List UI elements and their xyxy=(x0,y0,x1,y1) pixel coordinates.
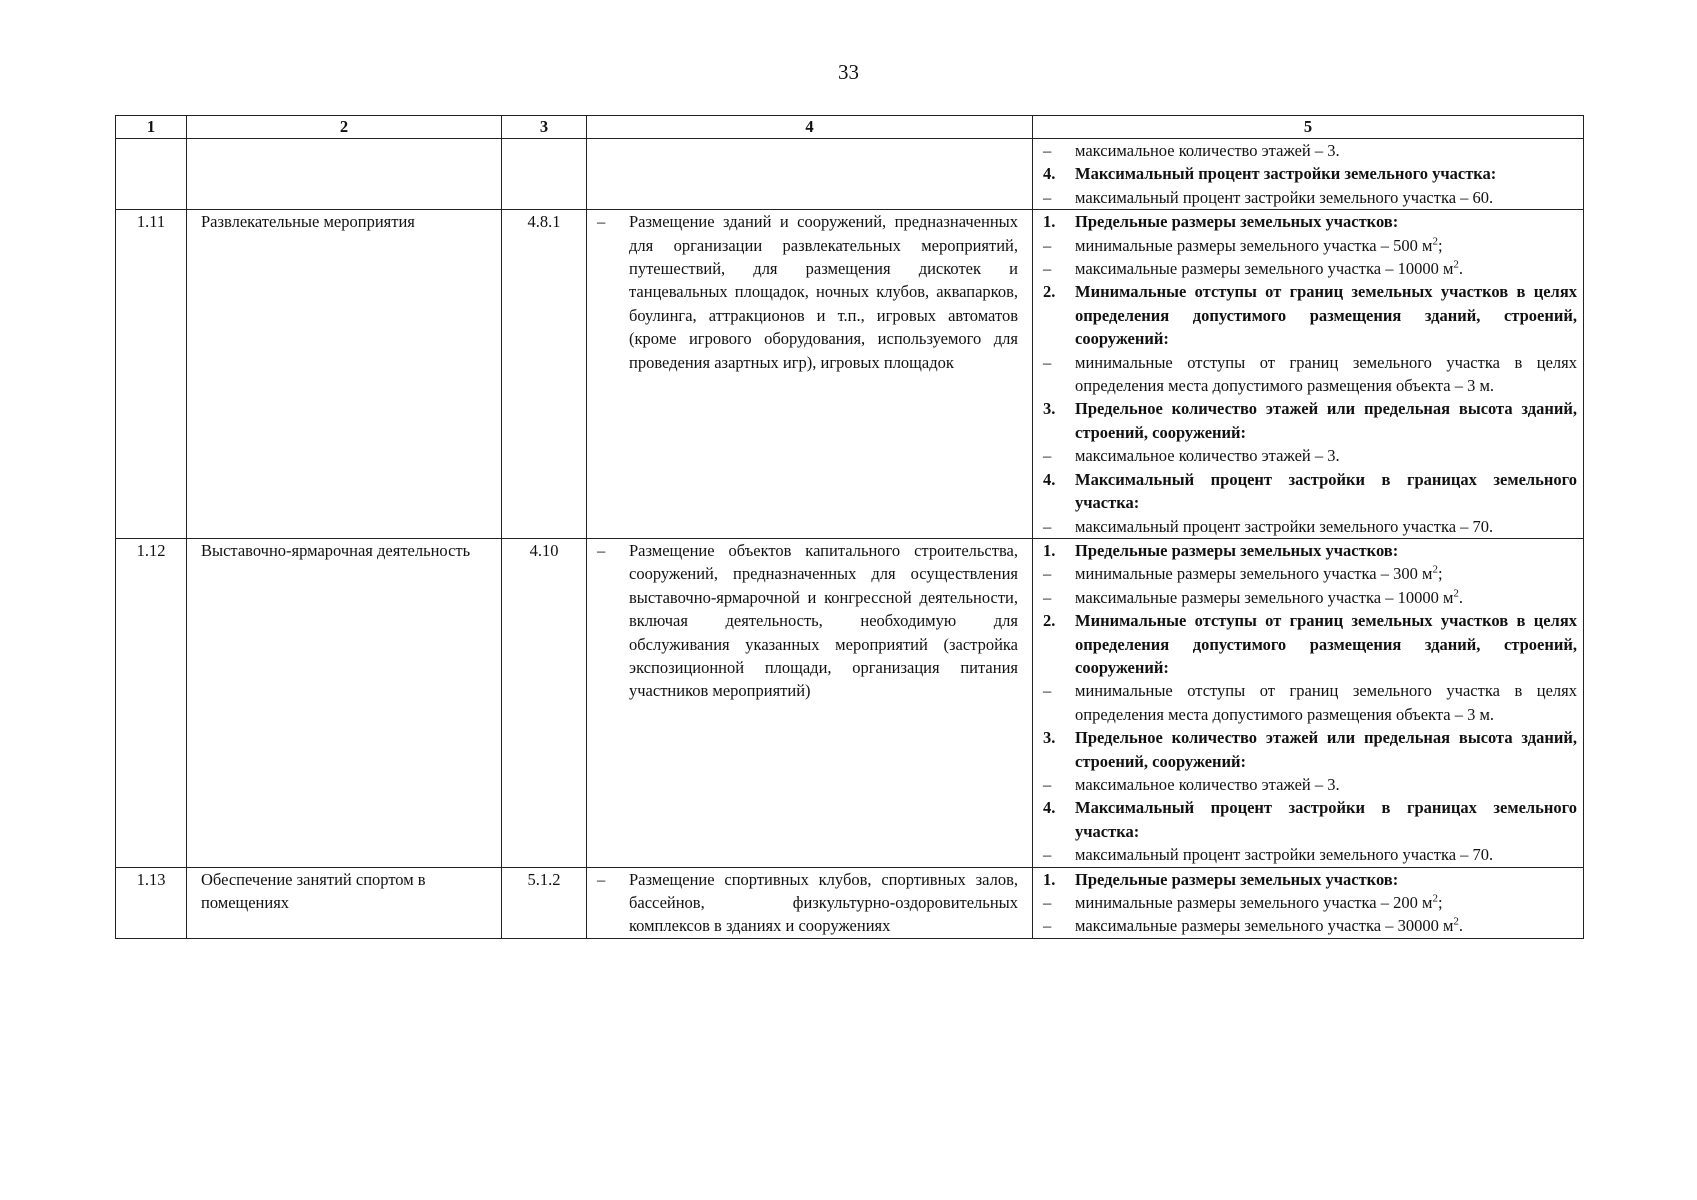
parameter-text-main: минимальные размеры земельного участка – 300 м xyxy=(1075,564,1433,584)
parameter-value xyxy=(1043,515,1577,538)
parameter-text-main: максимальное количество этажей – 3. xyxy=(1075,446,1340,466)
dash-marker: – xyxy=(1043,916,1052,936)
table-row xyxy=(116,538,1584,867)
parameter-text-main: максимальный процент застройки земельного участка – 70. xyxy=(1075,516,1494,536)
description-item xyxy=(597,539,1018,703)
table-row xyxy=(116,139,1584,210)
parameter-heading xyxy=(1043,162,1577,185)
description-item xyxy=(597,210,1018,374)
dash-marker: – xyxy=(1043,446,1052,466)
parameters-cell xyxy=(1033,210,1584,539)
dash-marker: – xyxy=(1043,845,1052,865)
superscript: 2 xyxy=(1453,587,1459,600)
parameter-text xyxy=(1075,210,1577,233)
parameter-text-main: Максимальный процент застройки в границах земельного участка: xyxy=(1075,469,1577,513)
dash-marker: – xyxy=(597,869,606,889)
row-number-cell: 1.12 xyxy=(116,538,187,867)
list-number: 1. xyxy=(1043,540,1056,560)
list-number: 1. xyxy=(1043,869,1056,889)
parameter-heading xyxy=(1043,796,1577,843)
list-number: 4. xyxy=(1043,798,1056,818)
dash-marker: – xyxy=(1043,516,1052,536)
dash-marker: – xyxy=(1043,352,1052,372)
parameter-text-tail: . xyxy=(1458,916,1464,936)
parameter-text xyxy=(1075,773,1577,796)
parameter-text xyxy=(1075,468,1577,515)
parameter-text xyxy=(1075,186,1577,209)
use-code-cell: 4.10 xyxy=(502,538,587,867)
parameter-text-main: максимальные размеры земельного участка – 30000 м xyxy=(1075,916,1454,936)
use-code-cell: 5.1.2 xyxy=(502,867,587,938)
zoning-table xyxy=(115,115,1584,939)
dash-marker: – xyxy=(1043,235,1052,255)
parameter-text-main: Максимальный процент застройки в границах земельного участка: xyxy=(1075,798,1577,841)
parameter-value xyxy=(1043,139,1577,162)
header-cell-1: 1 xyxy=(116,116,187,139)
list-number: 4. xyxy=(1043,164,1056,184)
parameters-cell xyxy=(1033,538,1584,867)
description-item xyxy=(597,868,1018,938)
header-cell-2: 2 xyxy=(187,116,502,139)
parameter-text xyxy=(1075,679,1577,726)
parameter-text-main: максимальное количество этажей – 3. xyxy=(1075,141,1340,160)
parameter-heading xyxy=(1043,280,1577,350)
list-number: 2. xyxy=(1043,282,1056,302)
parameter-value xyxy=(1043,186,1577,209)
parameters-cell xyxy=(1033,139,1584,210)
list-number: 2. xyxy=(1043,611,1056,631)
parameter-text-tail: ; xyxy=(1437,893,1443,912)
parameter-text-tail: ; xyxy=(1437,564,1443,584)
parameter-text-main: Предельное количество этажей или предельная высота зданий, строений, сооружений: xyxy=(1075,399,1577,442)
use-name-cell: Выставочно-ярмарочная деятельность xyxy=(187,538,502,867)
table-row xyxy=(116,867,1584,938)
parameter-text xyxy=(1075,280,1577,350)
parameter-text xyxy=(1075,914,1577,937)
dash-marker: – xyxy=(1043,587,1052,607)
list-number: 1. xyxy=(1043,212,1056,232)
parameter-text-main: максимальный процент застройки земельного участка – 60. xyxy=(1075,187,1494,207)
parameter-value xyxy=(1043,351,1577,398)
parameter-text-tail: . xyxy=(1458,259,1464,279)
header-cell-5: 5 xyxy=(1033,116,1584,139)
parameter-text-main: Минимальные отступы от границ земельных участков в целях определения допустимого размещения зданий, строений, сооружений: xyxy=(1075,282,1577,349)
parameter-text xyxy=(1075,397,1577,444)
use-name-cell: Обеспечение занятий спортом в помещениях xyxy=(187,867,502,938)
superscript: 2 xyxy=(1453,258,1459,271)
parameter-text xyxy=(1075,444,1577,467)
description-cell xyxy=(587,867,1033,938)
parameter-text xyxy=(1075,726,1577,773)
parameter-heading xyxy=(1043,726,1577,773)
parameter-text xyxy=(1075,139,1577,162)
parameter-value xyxy=(1043,257,1577,280)
parameter-text-tail: . xyxy=(1458,587,1464,607)
parameter-value xyxy=(1043,562,1577,585)
parameter-text xyxy=(1075,351,1577,398)
parameter-text xyxy=(1075,891,1577,914)
parameter-text-main: Предельные размеры земельных участков: xyxy=(1075,212,1399,232)
parameter-text xyxy=(1075,515,1577,538)
description-cell xyxy=(587,210,1033,539)
header-row xyxy=(116,116,1584,139)
parameter-text-main: максимальные размеры земельного участка – 10000 м xyxy=(1075,587,1454,607)
parameter-text xyxy=(1075,257,1577,280)
parameter-text-main: минимальные размеры земельного участка – 200 м xyxy=(1075,893,1433,912)
description-cell xyxy=(587,139,1033,210)
header-cell-3: 3 xyxy=(502,116,587,139)
parameter-text xyxy=(1075,796,1577,843)
dash-marker: – xyxy=(1043,564,1052,584)
parameter-value xyxy=(1043,679,1577,726)
superscript: 2 xyxy=(1453,915,1459,928)
list-number: 3. xyxy=(1043,728,1056,748)
dash-marker: – xyxy=(1043,187,1052,207)
page-number: 33 xyxy=(838,60,859,84)
parameter-text xyxy=(1075,586,1577,609)
use-name-cell: Развлекательные мероприятия xyxy=(187,210,502,539)
parameter-text-main: минимальные отступы от границ земельного участка в целях определения места допустимого размещения объекта – 3 м. xyxy=(1075,352,1577,396)
parameter-heading xyxy=(1043,868,1577,891)
parameter-value xyxy=(1043,773,1577,796)
parameter-text-main: максимальный процент застройки земельного участка – 70. xyxy=(1075,845,1494,865)
parameter-text-main: Минимальные отступы от границ земельных участков в целях определения допустимого размещения зданий, строений, сооружений: xyxy=(1075,611,1577,677)
dash-marker: – xyxy=(1043,893,1052,912)
parameter-text-main: минимальные размеры земельного участка – 500 м xyxy=(1075,235,1433,255)
parameter-text xyxy=(1075,539,1577,562)
row-number-cell: 1.13 xyxy=(116,867,187,938)
parameter-text xyxy=(1075,562,1577,585)
use-code-cell xyxy=(502,139,587,210)
parameter-value xyxy=(1043,234,1577,257)
parameter-text xyxy=(1075,609,1577,679)
parameter-text-main: Предельные размеры земельных участков: xyxy=(1075,540,1399,560)
description-text: Размещение спортивных клубов, спортивных залов, бассейнов, физкультурно-оздоровительных комплексов в зданиях и сооружениях xyxy=(629,869,1018,936)
parameter-text-main: Предельные размеры земельных участков: xyxy=(1075,869,1399,889)
description-cell xyxy=(587,538,1033,867)
dash-marker: – xyxy=(1043,259,1052,279)
dash-marker: – xyxy=(1043,774,1052,794)
description-text: Размещение зданий и сооружений, предназначенных для организации развлекательных мероприятий, путешествий, для размещения дискотек и танцевальных площадок, ночных клубов, аквапарков, боулинга, аттракционов и т.п., игровых автоматов (кроме игрового оборудования, используемого для проведения азартных игр), игровых площадок xyxy=(629,212,1018,372)
superscript: 2 xyxy=(1432,235,1438,248)
dash-marker: – xyxy=(597,212,606,232)
dash-marker: – xyxy=(597,540,606,560)
use-name-cell xyxy=(187,139,502,210)
parameter-heading xyxy=(1043,397,1577,444)
parameter-heading xyxy=(1043,539,1577,562)
parameter-text-main: Максимальный процент застройки земельного участка: xyxy=(1075,164,1497,184)
description-text: Размещение объектов капитального строительства, сооружений, предназначенных для осуществления выставочно-ярмарочной и конгрессной деятельности, включая деятельность, необходимую для обслуживания указанных мероприятий (застройка экспозиционной площади, организация питания участников мероприятий) xyxy=(629,540,1018,701)
parameter-text-main: максимальные размеры земельного участка – 10000 м xyxy=(1075,259,1454,279)
superscript: 2 xyxy=(1432,563,1438,576)
parameter-heading xyxy=(1043,609,1577,679)
parameter-text xyxy=(1075,234,1577,257)
parameter-value xyxy=(1043,891,1577,914)
parameter-text-main: минимальные отступы от границ земельного участка в целях определения места допустимого размещения объекта – 3 м. xyxy=(1075,681,1577,724)
parameter-value xyxy=(1043,843,1577,866)
header-cell-4: 4 xyxy=(587,116,1033,139)
parameters-cell xyxy=(1033,867,1584,938)
list-number: 3. xyxy=(1043,399,1056,419)
parameter-value xyxy=(1043,444,1577,467)
dash-marker: – xyxy=(1043,681,1052,701)
dash-marker: – xyxy=(1043,141,1052,160)
parameter-text-main: максимальное количество этажей – 3. xyxy=(1075,774,1340,794)
parameter-heading xyxy=(1043,468,1577,515)
parameter-text-tail: ; xyxy=(1437,235,1443,255)
parameter-value xyxy=(1043,914,1577,937)
parameter-text xyxy=(1075,843,1577,866)
row-number-cell xyxy=(116,139,187,210)
row-number-cell: 1.11 xyxy=(116,210,187,539)
table-row xyxy=(116,210,1584,539)
superscript: 2 xyxy=(1432,892,1438,905)
parameter-heading xyxy=(1043,210,1577,233)
parameter-text xyxy=(1075,162,1577,185)
use-code-cell: 4.8.1 xyxy=(502,210,587,539)
list-number: 4. xyxy=(1043,469,1056,489)
parameter-text-main: Предельное количество этажей или предельная высота зданий, строений, сооружений: xyxy=(1075,728,1577,771)
parameter-value xyxy=(1043,586,1577,609)
parameter-text xyxy=(1075,868,1577,891)
